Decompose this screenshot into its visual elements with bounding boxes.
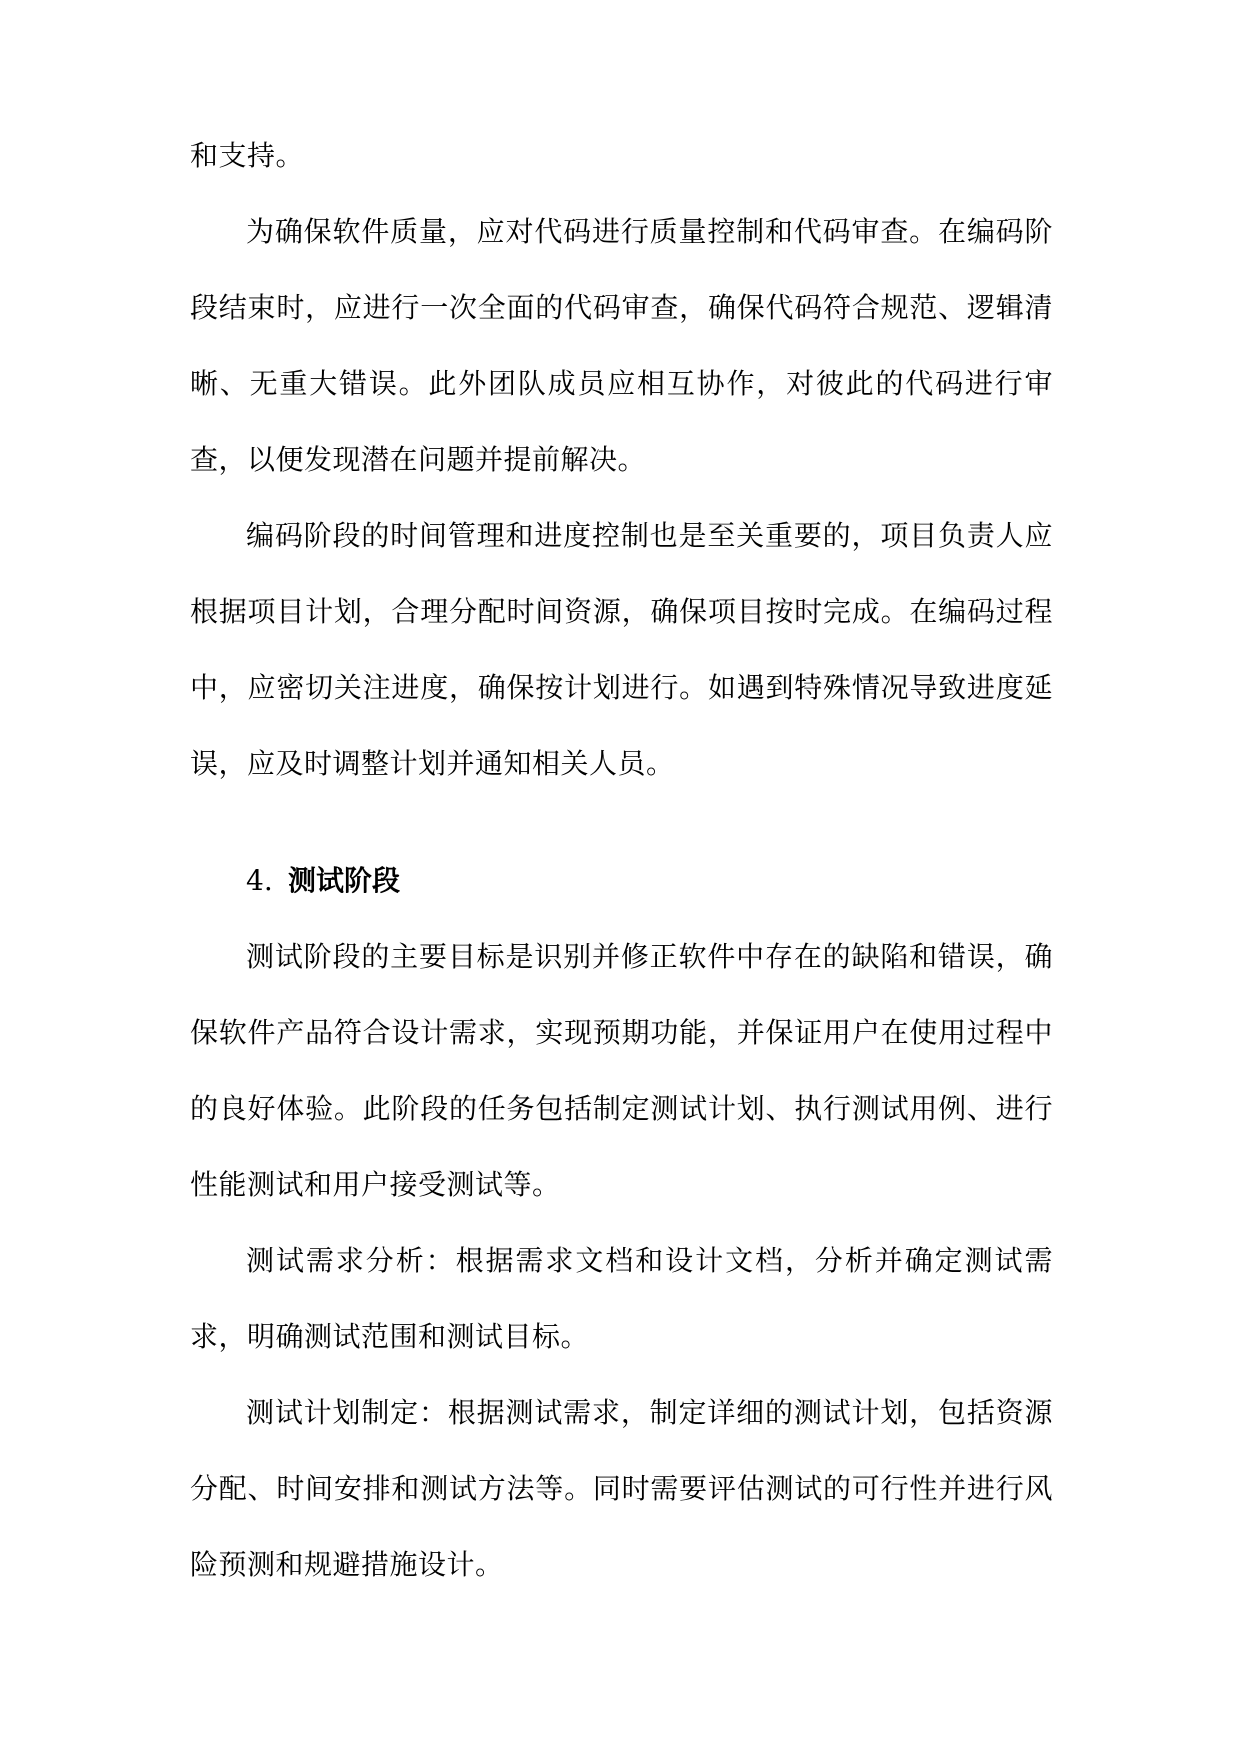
section-heading (246, 843, 946, 919)
section-number: 4. (246, 864, 273, 897)
paragraph-test-plan: 测试计划制定：根据测试需求，制定详细的测试计划，包括资源分配、时间安排和测试方法等。同时需要评估测试的可行性并进行风险预测和规避措施设计。 (190, 1396, 1053, 1581)
paragraph-continuation: 和支持。 (190, 139, 305, 172)
section-title: 测试阶段 (288, 864, 401, 897)
paragraph-schedule-control: 编码阶段的时间管理和进度控制也是至关重要的，项目负责人应根据项目计划，合理分配时间资源，确保项目按时完成。在编码过程中，应密切关注进度，确保按计划进行。如遇到特殊情况导致进度延误，应及时调整计划并通知相关人员。 (190, 519, 1053, 780)
paragraph-test-requirements: 测试需求分析：根据需求文档和设计文档，分析并确定测试需求，明确测试范围和测试目标。 (190, 1244, 1053, 1353)
paragraph-testing-goals: 测试阶段的主要目标是识别并修正软件中存在的缺陷和错误，确保软件产品符合设计需求，实现预期功能，并保证用户在使用过程中的良好体验。此阶段的任务包括制定测试计划、执行测试用例、进行性能测试和用户接受测试等。 (190, 940, 1053, 1201)
paragraph-code-review: 为确保软件质量，应对代码进行质量控制和代码审查。在编码阶段结束时，应进行一次全面的代码审查，确保代码符合规范、逻辑清晰、无重大错误。此外团队成员应相互协作，对彼此的代码进行审查，以便发现潜在问题并提前解决。 (190, 215, 1053, 476)
